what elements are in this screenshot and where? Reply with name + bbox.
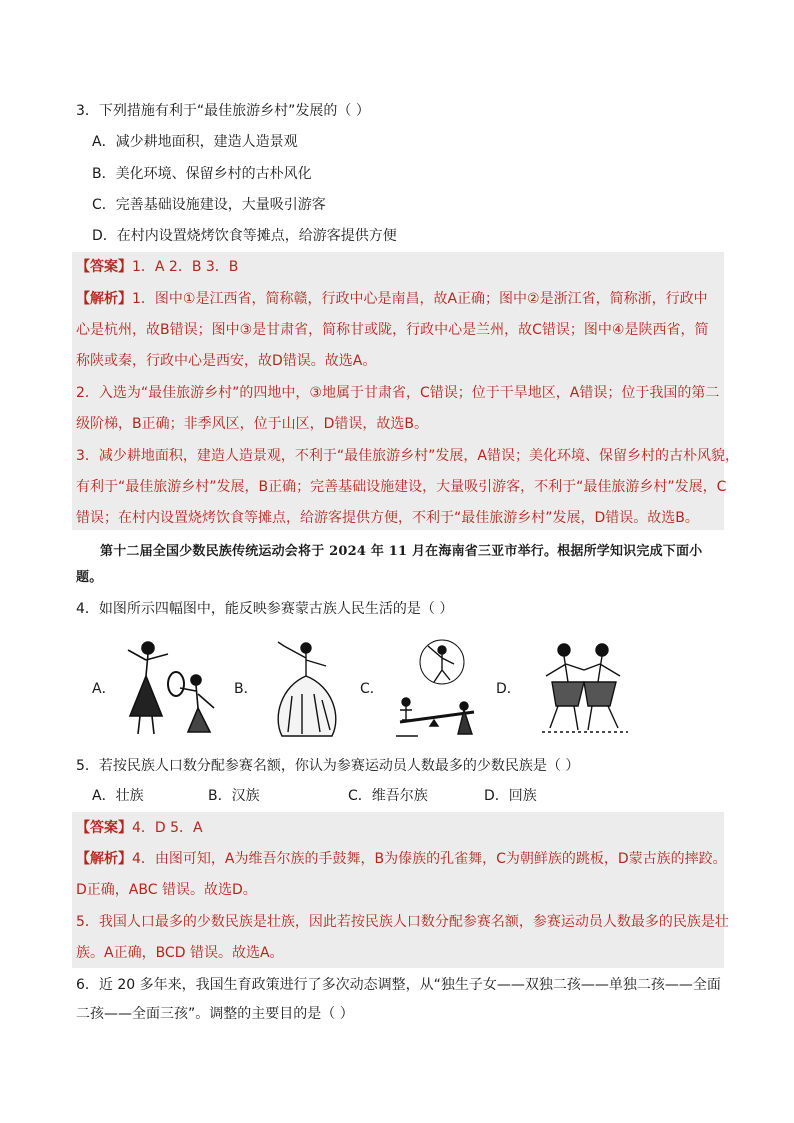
q4-choice-b-label[interactable]: B． (234, 681, 258, 697)
answer-2 (76, 818, 203, 838)
analysis-1-line-1 (76, 289, 708, 309)
q5-stem: 5．若按民族人口数分配参赛名额，你认为参赛运动员人数最多的少数民族是（ ） (76, 758, 580, 774)
analysis-2-line-2: D正确，ABC 错误。故选D。 (76, 882, 257, 898)
q3-option-d: D．在村内设置烧烤饮食等摊点，给游客提供方便 (92, 228, 397, 244)
q4-figure-choices (92, 636, 732, 740)
analysis-1-line-4: 2．入选为“最佳旅游乡村”的四地中，③地属于甘肃省，C错误；位于干旱地区，A错误；位于我国的第二 (76, 385, 720, 401)
analysis-label: 【解析】 (76, 851, 132, 867)
q4-choice-c-label[interactable]: C． (360, 681, 384, 697)
seesaw-jumping-figure (388, 636, 488, 740)
hand-drum-dance-figure (118, 636, 230, 740)
analysis-2-line-3: 5．我国人口最多的少数民族是壮族，因此若按民族人口数分配参赛名额，参赛运动员人数最多的民族是壮 (76, 914, 729, 930)
answer-label: 【答案】 (76, 820, 132, 836)
q3-option-a: A．减少耕地面积，建造人造景观 (92, 134, 298, 150)
intro-line-1: 第十二届全国少数民族传统运动会将于 2024 年 11 月在海南省三亚市举行。根据所学知识完成下面小 (100, 544, 703, 559)
analysis-1-line-5: 级阶梯，B正确；非季风区，位于山区，D错误，故选B。 (76, 416, 428, 432)
q3-stem: 3．下列措施有利于“最佳旅游乡村”发展的（ ） (76, 103, 370, 119)
analysis-text: 1．图中①是江西省，简称赣，行政中心是南昌，故A正确；图中②是浙江省，简称浙，行政中 (132, 291, 708, 307)
analysis-1-line-2: 心是杭州，故B错误；图中③是甘肃省，简称甘或陇，行政中心是兰州，故C错误；图中④是陕西省，简 (76, 322, 709, 338)
answer-text: 1．A 2．B 3．B (132, 259, 239, 275)
answer-label: 【答案】 (76, 259, 132, 275)
q4-choice-d-label[interactable]: D． (496, 681, 521, 697)
q5-option-a[interactable]: A．壮族 (92, 788, 144, 804)
answer-text: 4．D 5．A (132, 820, 203, 836)
q4-stem: 4．如图所示四幅图中，能反映参赛蒙古族人民生活的是（ ） (76, 601, 454, 617)
q5-option-b[interactable]: B．汉族 (208, 788, 260, 804)
analysis-1-line-3: 称陕或秦，行政中心是西安，故D错误。故选A。 (76, 353, 377, 369)
wrestling-figure (528, 636, 636, 740)
q6-stem-line-2: 二孩——全面三孩”。调整的主要目的是（ ） (76, 1006, 354, 1022)
answer-block-2 (72, 812, 729, 968)
q3-option-b: B．美化环境、保留乡村的古朴风化 (92, 166, 312, 182)
analysis-2-line-1 (76, 849, 727, 869)
q3-option-c: C．完善基础设施建设，大量吸引游客 (92, 197, 326, 213)
intro-line-2: 题。 (76, 570, 103, 585)
q5-option-d[interactable]: D．回族 (484, 788, 537, 804)
answer-block-1 (72, 252, 739, 530)
answer-1 (76, 257, 238, 277)
q5-option-c[interactable]: C．维吾尔族 (348, 788, 428, 804)
q4-choice-a-label[interactable]: A． (92, 681, 116, 697)
analysis-1-line-6: 3．减少耕地面积，建造人造景观，不利于“最佳旅游乡村”发展，A错误；美化环境、保留乡村的古朴风貌， (76, 448, 739, 464)
analysis-2-line-4: 族。A正确，BCD 错误。故选A。 (76, 945, 284, 961)
analysis-text: 4．由图可知，A为维吾尔族的手鼓舞，B为傣族的孔雀舞，C为朝鲜族的跳板，D蒙古族的摔跤。 (132, 851, 727, 867)
analysis-1-line-8: 错误；在村内设置烧烤饮食等摊点，给游客提供方便，不利于“最佳旅游乡村”发展，D错误。故选B。 (76, 510, 699, 526)
analysis-label: 【解析】 (76, 291, 132, 307)
analysis-1-line-7: 有利于“最佳旅游乡村”发展，B正确；完善基础设施建设，大量吸引游客，不利于“最佳旅游乡村”发展，C (76, 479, 727, 495)
peacock-dance-figure (262, 636, 352, 740)
q6-stem-line-1: 6．近 20 多年来，我国生育政策进行了多次动态调整，从“独生子女——双独二孩——单独二孩——全面 (76, 977, 721, 993)
